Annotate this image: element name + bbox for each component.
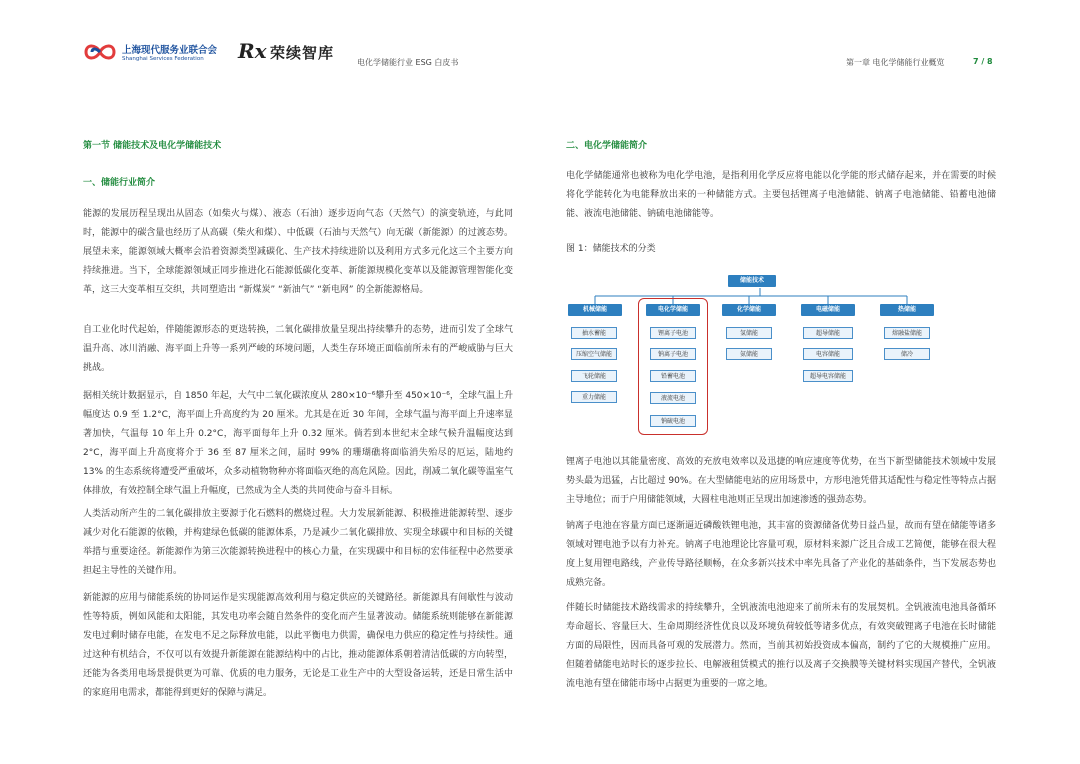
leaf-node: 电容储能 [803,348,853,360]
org-name-cn: 上海现代服务业联合会 [122,45,218,56]
paragraph: 人类活动所产生的二氧化碳排放主要源于化石燃料的燃烧过程。大力发展新能源、积极推进能源转型、逐步减少对化石能源的依赖，并构建绿色低碳的能源体系，乃是减少二氧化碳排放、实现全球碳中和目标的关键举措与重要途径。新能源作为第三次能源转换进程中的核心力量，在实现碳中和目标的宏伟征程中必然要承担起主导性的关键作用。 [83,509,513,576]
diagram-connectors [566,270,996,435]
diagram-root-node: 储能技术 [728,275,776,287]
storage-classification-diagram [566,270,996,435]
leaf-node: 氢储能 [726,327,772,339]
leaf-node: 飞轮储能 [571,370,617,382]
subsection-title: 二、电化学储能简介 [566,141,648,151]
leaf-node: 熔融盐储能 [884,327,930,339]
leaf-node: 钠离子电池 [650,348,696,360]
brand-mark: Rx [238,39,267,63]
category-node: 电磁储能 [801,304,855,316]
leaf-node: 重力储能 [571,391,617,403]
page-number: 7 / 8 [973,57,993,66]
paragraph: 伴随长时储能技术路线需求的持续攀升，全钒液流电池迎来了前所未有的发展契机。全钒液流电池具备循环寿命超长、容量巨大、生命周期经济性优良以及环境负荷较低等诸多优点，有效突破锂离子电池在长时储能方面的局限性，因而具备可观的发展潜力。然而，当前其初始投资成本偏高，制约了它的大规模推广应用。但随着储能电站时长的逐步拉长、电解液租赁模式的推行以及离子交换膜等关键材料实现国产替代，全钒液流电池有望在储能市场中占据更为重要的一席之地。 [566,603,996,689]
chapter-title: 第一章 电化学储能行业概览 [846,58,945,67]
paragraph: 能源的发展历程呈现出从固态（如柴火与煤）、液态（石油）逐步迈向气态（天然气）的演变轨迹，与此同时，能源中的碳含量也经历了从高碳（柴火和煤）、中低碳（石油与天然气）向无碳（新能源）的过渡态势。展望未来，能源领域大概率会沿着资源类型减碳化、生产技术持续进阶以及利用方式多元化这三个主要方向持续推进。当下，全球能源领域正同步推进化石能源低碳化变革、新能源规模化变革以及能源管理智能化变革，这三大变革相互交织，共同塑造出 “新煤炭” “新油气” “新电网” 的全新能源格局。 [83,209,513,295]
paragraph: 据相关统计数据显示，自 1850 年起，大气中二氧化碳浓度从 280×10⁻⁶攀升至 450×10⁻⁶，全球气温上升幅度达 0.9 至 1.2°C，海平面上升高度约为 20 厘米。尤其是在近 30 年间，全球气温与海平面上升速率显著加快，气温每 10 年上升 0.2°C，海平面每年上升 0.32 厘米。倘若到本世纪末全球气候升温幅度达到 2°C，海平面上升高度将介于 36 至 87 厘米之间，届时 99% 的珊瑚礁将面临消失殆尽的厄运，陆地约 13% 的生态系统将遭受严重破坏，众多动植物物种亦将面临灭绝的高危风险。因此，削减二氧化碳等温室气体排放，有效控制全球气温上升幅度，已然成为全人类的共同使命与奋斗目标。 [83,391,513,496]
subsection-title: 一、储能行业简介 [83,178,156,188]
category-node: 电化学储能 [646,304,700,316]
paragraph: 新能源的应用与储能系统的协同运作是实现能源高效利用与稳定供应的关键路径。新能源具有间歇性与波动性等特质，例如风能和太阳能，其发电功率会随自然条件的变化而产生显著波动。储能系统则能够在新能源发电过剩时储存电能，在发电不足之际释放电能，以此平衡电力供需，确保电力供应的稳定性与持续性。通过这种有机结合，不仅可以有效提升新能源在能源结构中的占比，推动能源体系朝着清洁低碳的方向转型，还能为各类用电场景提供更为可靠、优质的电力服务，无论是工业生产中的大型设备运转，还是日常生活中的家庭用电需求，都能得到更好的保障与满足。 [83,593,513,698]
document-title: 电化学储能行业 ESG 白皮书 [357,58,459,67]
leaf-node: 液流电池 [650,392,696,404]
leaf-node: 超导储能 [803,327,853,339]
paragraph: 钠离子电池在容量方面已逐渐逼近磷酸铁锂电池，其丰富的资源储备优势日益凸显，故而有望在储能等诸多领域对锂电池予以有力补充。钠离子电池理论比容量可观，原材料来源广泛且合成工艺简便，能够在很大程度上复用锂电路线，产业传导路径顺畅，在众多新兴技术中率先具备了产业化的基础条件，当下发展态势也成熟完备。 [566,521,996,588]
org-name-en: Shanghai Services Federation [122,56,204,62]
category-node: 热储能 [880,304,934,316]
category-node: 化学储能 [722,304,776,316]
section-title: 第一节 储能技术及电化学储能技术 [83,141,222,151]
leaf-node: 抽水蓄能 [571,327,617,339]
ssf-logo-icon [84,41,116,63]
ssf-logo [84,40,229,70]
leaf-node: 储冷 [884,348,930,360]
paragraph: 电化学储能通常也被称为电化学电池，是指利用化学反应将电能以化学能的形式储存起来，并在需要的时候将化学能转化为电能释放出来的一种储能方式。主要包括锂离子电池储能、钠离子电池储能、铅蓄电池储能、液流电池储能、钠硫电池储能等。 [566,171,996,219]
leaf-node: 超导电容储能 [803,370,853,382]
brand-name: 荣续智库 [270,44,335,62]
paragraph: 自工业化时代起始，伴随能源形态的更迭转换，二氧化碳排放量呈现出持续攀升的态势，进而引发了全球气温升高、冰川消融、海平面上升等一系列严峻的环境问题，人类生存环境正面临前所未有的严峻威胁与巨大挑战。 [83,325,513,373]
page-header [0,0,1080,80]
brand-logo [238,40,358,66]
leaf-node: 氨储能 [726,348,772,360]
paragraph: 锂离子电池以其能量密度、高效的充放电效率以及迅捷的响应速度等优势，在当下新型储能技术领域中发展势头最为迅猛，占比超过 90%。在大型储能电站的应用场景中，方形电池凭借其适配性与稳定性等特点占据主导地位；而于户用储能领域，大圆柱电池则正呈现出加速渗透的强劲态势。 [566,457,996,505]
figure-caption: 图 1：储能技术的分类 [566,244,656,254]
leaf-node: 锂离子电池 [650,327,696,339]
leaf-node: 压缩空气储能 [571,348,617,360]
category-node: 机械储能 [568,304,622,316]
leaf-node: 钠硫电池 [650,415,696,427]
leaf-node: 铅蓄电池 [650,370,696,382]
